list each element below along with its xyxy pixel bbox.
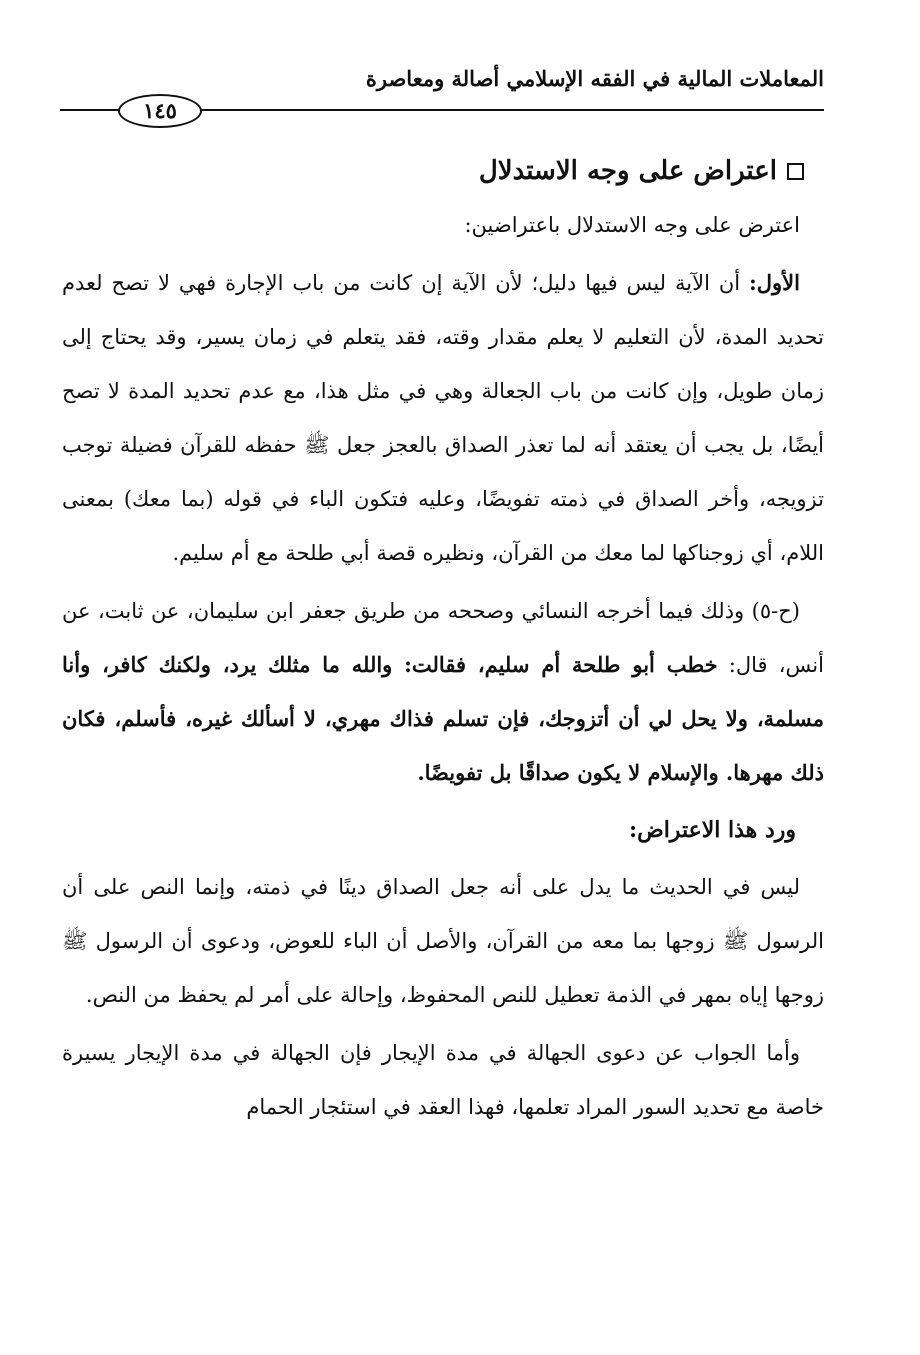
rebuttal-paragraph-1: ليس في الحديث ما يدل على أنه جعل الصداق دينًا في ذمته، وإنما النص على أن الرسول ﷺ زوجها بما معه من القرآن، والأصل أن الباء للعوض، ودعوى أن الرسول ﷺ زوجها إياه بمهر في الذمة تعطيل للنص المحفوظ، وإحالة على أمر لم يحفظ من النص. bbox=[62, 875, 824, 1007]
rebuttal-paragraph-2: وأما الجواب عن دعوى الجهالة في مدة الإيجار فإن الجهالة في مدة الإيجار يسيرة خاصة مع تحديد السور المراد تعلمها، فهذا العقد في استئجار الحمام bbox=[62, 1041, 824, 1119]
first-objection-text: أن الآية ليس فيها دليل؛ لأن الآية إن كانت من باب الإجارة فهي لا تصح لعدم تحديد المدة، لأن التعليم لا يعلم مقدار وقته، فقد يتعلم في زمان يسير، وقد يحتاج إلى زمان طويل، وإن كانت من باب الجعالة وهي في مثل هذا، مع عدم تحديد المدة لا تصح أيضًا، بل يجب أن يعتقد أنه لما تعذر الصداق بالعجز جعل ﷺ حفظه للقرآن فضيلة توجب تزويجه، وأخر الصداق في ذمته تفويضًا، وعليه فتكون الباء في قوله (بما معك) بمعنى اللام، أي زوجناكها لما معك من القرآن، ونظيره قصة أبي طلحة مع أم سليم. bbox=[62, 271, 824, 565]
section-heading-text: اعتراض على وجه الاستدلال bbox=[478, 156, 777, 186]
first-objection-label: الأول: bbox=[749, 270, 800, 295]
square-bullet-icon bbox=[787, 163, 804, 180]
page-number-oval: ١٤٥ bbox=[118, 94, 202, 128]
rebuttal-heading: ورد هذا الاعتراض: bbox=[628, 817, 796, 843]
page-body bbox=[62, 144, 824, 1134]
intro-paragraph: اعترض على وجه الاستدلال باعتراضين: bbox=[464, 213, 800, 237]
hadith-text: خطب أبو طلحة أم سليم، فقالت: والله ما مثلك يرد، ولكنك كافر، وأنا مسلمة، ولا يحل لي أن أتزوجك، فإن تسلم فذاك مهري، لا أسألك غيره، فأسلم، فكان ذلك مهرها. والإسلام لا يكون صداقًا بل تفويضًا. bbox=[62, 652, 824, 785]
first-objection-paragraph bbox=[62, 256, 824, 580]
running-header-title: المعاملات المالية في الفقه الإسلامي أصالة ومعاصرة bbox=[365, 66, 824, 91]
section-heading bbox=[62, 144, 824, 198]
hadith-paragraph bbox=[62, 584, 824, 800]
hadith-intro: (ح-٥) وذلك فيما أخرجه النسائي وصححه من طريق جعفر ابن سليمان، عن ثابت، عن أنس، قال: bbox=[62, 599, 824, 677]
